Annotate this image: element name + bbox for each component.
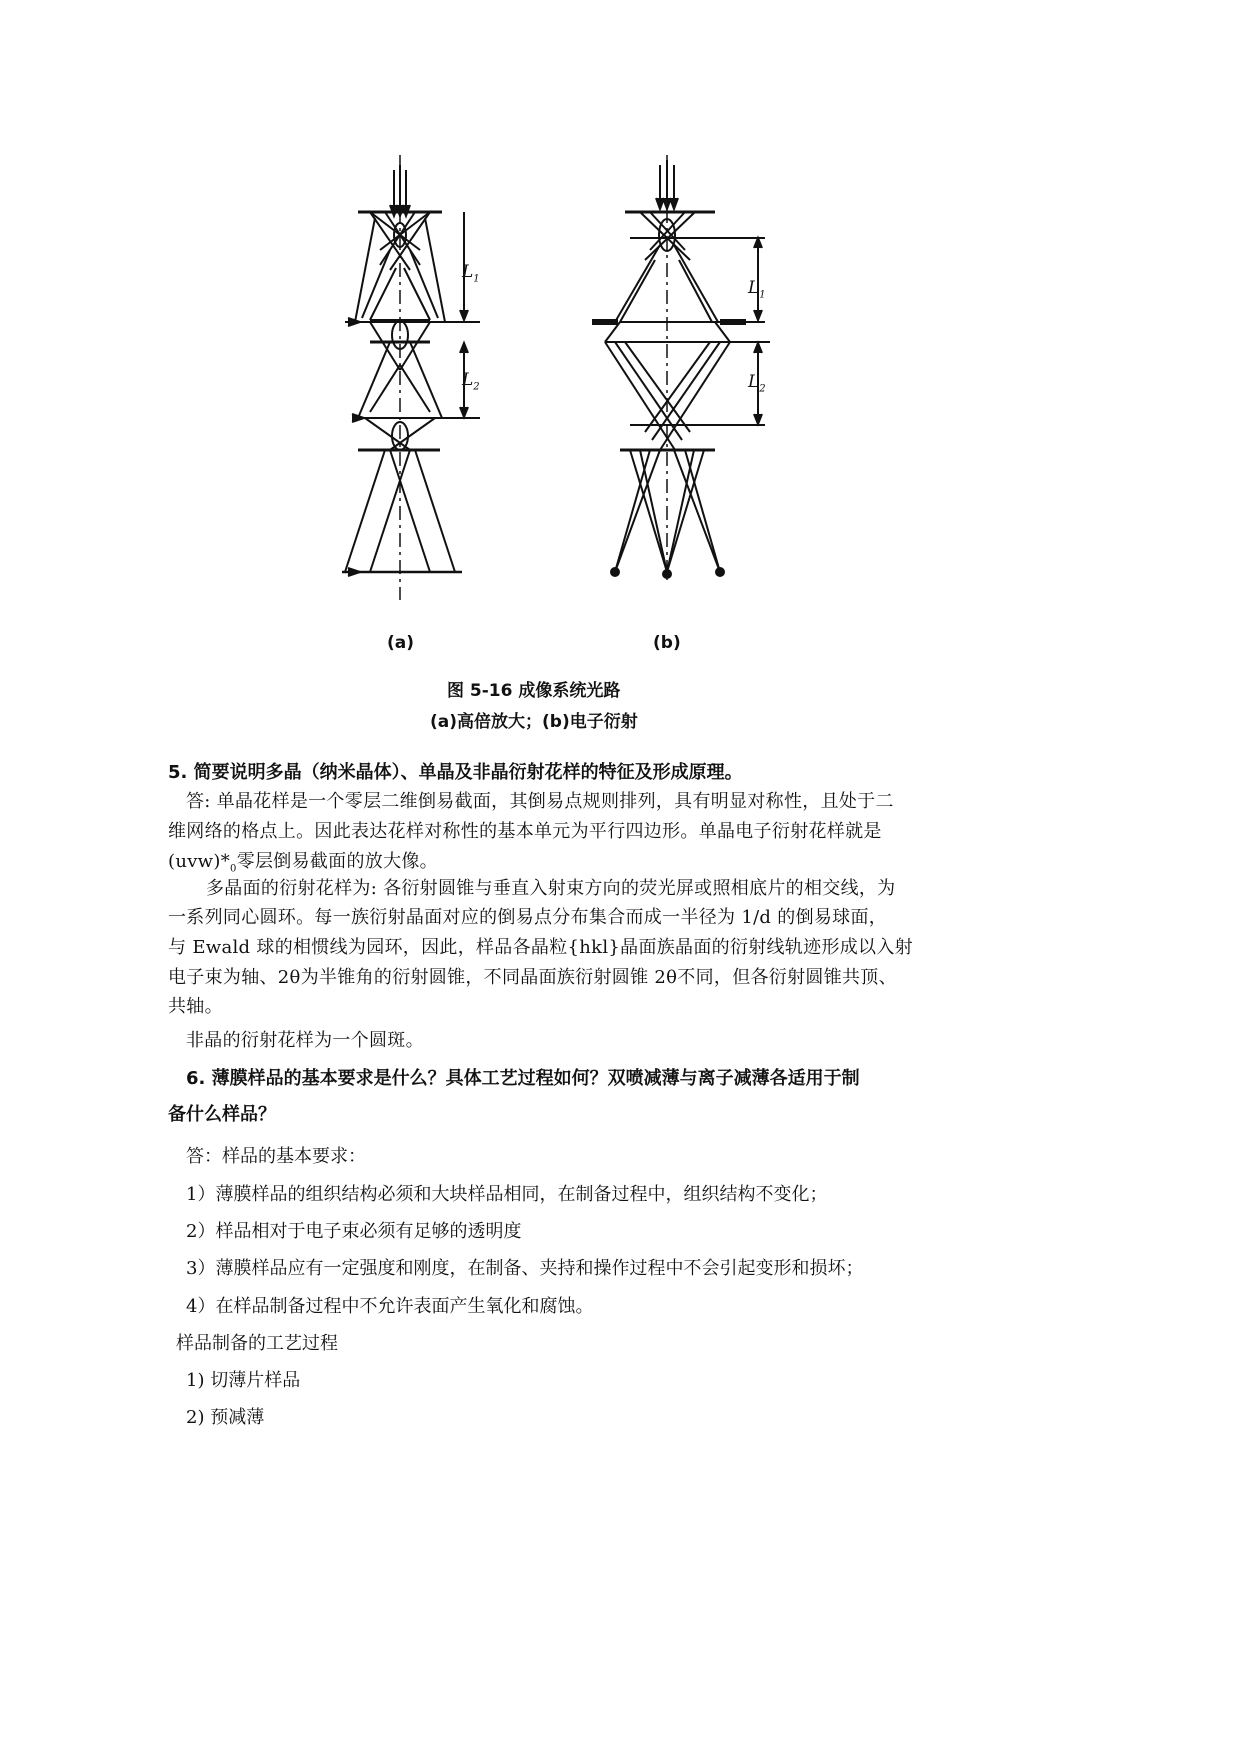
label-L2-b: $L_2$ [748, 372, 766, 395]
q6-req-1: 1）薄膜样品的组织结构必须和大块样品相同，在制备过程中，组织结构不变化； [186, 1184, 828, 1205]
label-L1-a: $L_1$ [462, 262, 480, 285]
figure-caption-title: 图 5-16 成像系统光路 [447, 681, 621, 701]
label-L2-a: $L_2$ [462, 370, 480, 393]
q6-heading-line2: 备什么样品？ [168, 1104, 276, 1125]
q6-req-2: 2）样品相对于电子束必须有足够的透明度 [186, 1221, 522, 1242]
q6-req-3: 3）薄膜样品应有一定强度和刚度，在制备、夹持和操作过程中不会引起变形和损坏； [186, 1258, 864, 1279]
q5-p2-line5: 共轴。 [168, 996, 223, 1017]
q6-answer-intro: 答：样品的基本要求： [186, 1146, 366, 1167]
q6-step-2: 2) 预减薄 [186, 1407, 265, 1428]
q5-heading: 5. 简要说明多晶（纳米晶体）、单晶及非晶衍射花样的特征及形成原理。 [168, 762, 743, 783]
q6-step-1: 1) 切薄片样品 [186, 1370, 301, 1391]
q5-p1-line3: $(uvw)*_0$零层倒易截面的放大像。 [168, 851, 438, 875]
q5-p2-line3: 与 Ewald 球的相惯线为园环，因此，样品各晶粒{hkl}晶面族晶面的衍射线轨迹形成以入射 [168, 937, 913, 958]
q6-req-4: 4）在样品制备过程中不允许表面产生氧化和腐蚀。 [186, 1296, 594, 1317]
q6-process-title: 样品制备的工艺过程 [176, 1333, 338, 1354]
q5-p2-line2: 一系列同心圆环。每一族衍射晶面对应的倒易点分布集合而成一半径为 1/d 的倒易球面， [168, 907, 888, 928]
label-L1-b: $L_1$ [748, 278, 766, 301]
q5-p2-line1: 多晶面的衍射花样为: 各衍射圆锥与垂直入射束方向的荧光屏或照相底片的相交线，为 [206, 878, 896, 899]
q5-p1-line1: 答: 单晶花样是一个零层二维倒易截面，其倒易点规则排列，具有明显对称性，且处于二 [186, 791, 894, 812]
figure-caption-subtitle: (a)高倍放大；(b)电子衍射 [430, 712, 638, 732]
diagram-a [342, 155, 480, 600]
ray-diagram [330, 150, 850, 620]
diagram-b [592, 155, 770, 580]
q5-p1-line2: 维网络的格点上。因此表达花样对称性的基本单元为平行四边形。单晶电子衍射花样就是 [168, 821, 882, 842]
figure-label-b: (b) [653, 633, 681, 653]
optics-figure [330, 150, 850, 620]
q5-p2-line4: 电子束为轴、2θ为半锥角的衍射圆锥，不同晶面族衍射圆锥 2θ不同，但各衍射圆锥共顶、 [168, 967, 897, 988]
q6-heading-line1: 6. 薄膜样品的基本要求是什么？具体工艺过程如何？双喷减薄与离子减薄各适用于制 [186, 1068, 860, 1089]
figure-label-a: (a) [387, 633, 415, 653]
q5-p3: 非晶的衍射花样为一个圆斑。 [186, 1030, 424, 1051]
